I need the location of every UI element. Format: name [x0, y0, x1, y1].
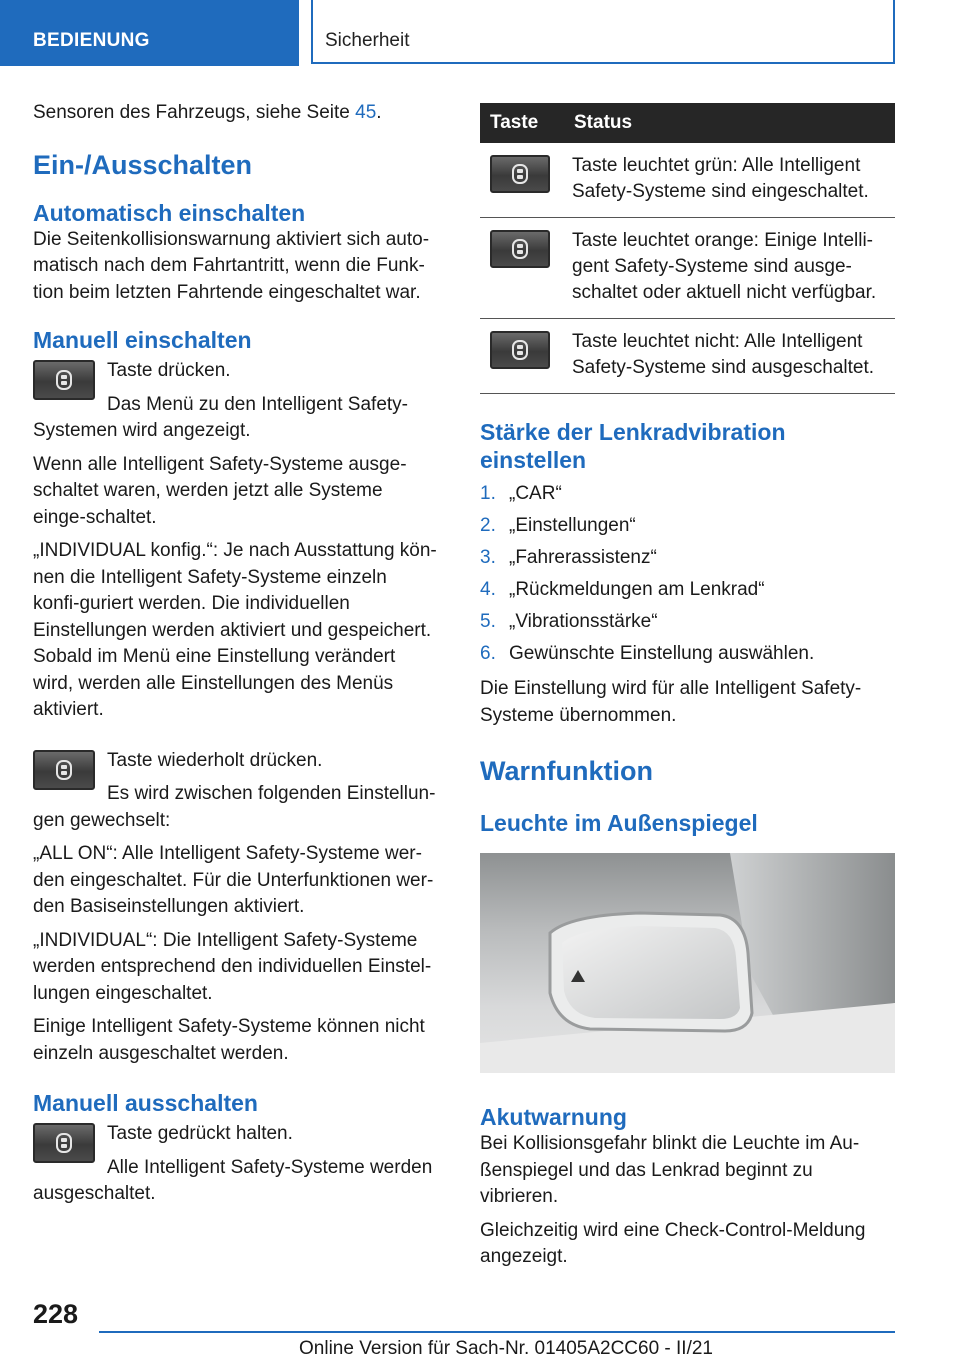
heading-mirror-light: Leuchte im Außenspiegel [480, 810, 758, 836]
paragraph-press-again: Taste wiederholt drücken. [107, 749, 323, 771]
heading-warning: Warnfunktion [480, 756, 653, 786]
paragraph-all-off: Alle Intelligent Safety-Systeme werden ausgeschaltet. [33, 1156, 433, 1204]
section-title: BEDIENUNG [33, 30, 150, 51]
safety-systems-icon [56, 1133, 72, 1153]
safety-button-image [33, 360, 95, 400]
safety-button-image [490, 155, 550, 193]
paragraph-auto-on: Die Seitenkollisionswarnung aktiviert sich auto-matisch nach dem Fahrtantritt, wenn die Funk-tion beim letzten Fahrtende eingeschaltet war. [33, 228, 430, 303]
safety-systems-icon [512, 239, 528, 259]
right-column [480, 103, 895, 1271]
paragraph-some: Einige Intelligent Safety-Systeme können nicht einzeln ausgeschaltet werden. [33, 1016, 425, 1064]
paragraph-individual: „INDIVIDUAL“: Die Intelligent Safety-Systeme werden entsprechend den individuellen Einstel-lungen eingeschaltet. [33, 929, 432, 1004]
side-mirror-illustration [480, 853, 895, 1073]
chapter-title: Sicherheit [325, 30, 410, 51]
safety-button-image [490, 331, 550, 369]
list-item: 2. „Einstellungen“ [480, 515, 636, 536]
table-row [480, 218, 895, 319]
section-tab [0, 0, 299, 66]
safety-button-image [490, 230, 550, 268]
paragraph-setting: Die Einstellung wird für alle Intelligent Safety-Systeme übernommen. [480, 678, 862, 726]
left-column [33, 100, 437, 1208]
heading-vibration: Stärke der Lenkradvibration einstellen [480, 419, 786, 473]
paragraph-individual-config: „INDIVIDUAL konfig.“: Je nach Ausstattung kön-nen die Intelligent Safety-Systeme einzeln konfi-guriert werden. Die individuellen Einstellungen werden aktiviert und gespeichert. Sobald im Menü eine Einstellung verändert wird, werden alle Einstellungen des Menüs aktiviert. [33, 540, 437, 720]
list-item: 4. „Rückmeldungen am Lenkrad“ [480, 579, 765, 600]
paragraph-switch: Es wird zwischen folgenden Einstellun-gen gewechselt: [33, 783, 436, 831]
paragraph-menu-shown: Das Menü zu den Intelligent Safety-Systemen wird angezeigt. [33, 393, 409, 441]
table-header-button: Taste [480, 103, 572, 143]
safety-systems-icon [512, 340, 528, 360]
chapter-tab [311, 0, 895, 64]
table-header-status: Status [572, 103, 895, 143]
list-item: 6. Gewünschte Einstellung auswählen. [480, 643, 815, 664]
heading-manual-on: Manuell einschalten [33, 327, 252, 353]
heading-acute: Akutwarnung [480, 1104, 627, 1130]
mirror-photo [480, 853, 895, 1073]
list-item: 3. „Fahrerassistenz“ [480, 547, 657, 568]
page-number: 228 [33, 1299, 79, 1329]
footer-text: Online Version für Sach-Nr. 01405A2CC60 - II/21 [299, 1338, 714, 1359]
status-table [480, 103, 895, 394]
heading-manual-off: Manuell ausschalten [33, 1090, 258, 1116]
table-cell-status: Taste leuchtet orange: Einige Intelli-gent Safety-Systeme sind ausge-schaltet oder aktuell nicht verfügbar. [572, 218, 895, 319]
steps-list [480, 478, 895, 670]
safety-button-image [33, 750, 95, 790]
paragraph-all-on: „ALL ON“: Alle Intelligent Safety-Systeme wer-den eingeschaltet. Für die Unterfunktionen wer-den Basiseinstellungen aktiviert. [33, 843, 434, 917]
paragraph-acute: Bei Kollisionsgefahr blinkt die Leuchte im Au-ßenspiegel und das Lenkrad beginnt zu vibrieren. [480, 1133, 860, 1207]
heading-auto-on: Automatisch einschalten [33, 199, 306, 226]
heading-on-off: Ein-/Ausschalten [33, 149, 253, 180]
table-cell-status: Taste leuchtet nicht: Alle Intelligent Safety-Systeme sind ausgeschaltet. [572, 319, 895, 394]
paragraph-check-control: Gleichzeitig wird eine Check-Control-Meldung angezeigt. [480, 1219, 866, 1267]
table-row [480, 143, 895, 218]
footer-divider [99, 1331, 895, 1333]
table-row [480, 319, 895, 394]
table-cell-status: Taste leuchtet grün: Alle Intelligent Safety-Systeme sind eingeschaltet. [572, 143, 895, 218]
list-item: 5. „Vibrationsstärke“ [480, 611, 658, 632]
safety-button-image [33, 1123, 95, 1163]
paragraph-hold: Taste gedrückt halten. [107, 1123, 293, 1144]
page-link[interactable]: 45 [355, 102, 377, 123]
list-item: 1. „CAR“ [480, 483, 562, 504]
safety-systems-icon [56, 370, 72, 390]
safety-systems-icon [512, 164, 528, 184]
safety-systems-icon [56, 760, 72, 780]
intro-paragraph: Sensoren des Fahrzeugs, siehe Seite 45. [33, 102, 382, 123]
paragraph-when-all: Wenn alle Intelligent Safety-Systeme ausge-schaltet waren, werden jetzt alle Systeme einge-schaltet. [33, 453, 407, 528]
paragraph-press: Taste drücken. [107, 360, 231, 381]
